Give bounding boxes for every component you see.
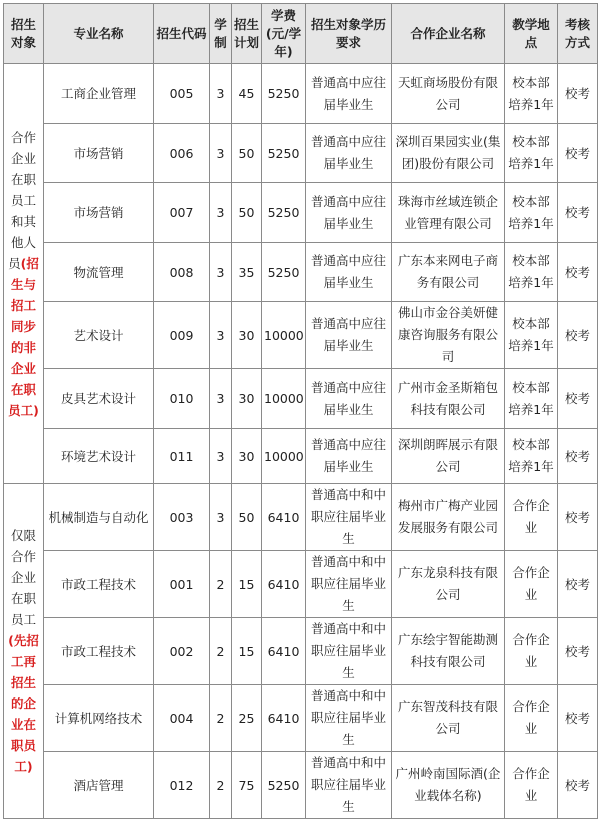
cell-fee: 5250 xyxy=(262,752,306,819)
cell-code: 012 xyxy=(154,752,210,819)
group-cell xyxy=(4,64,44,484)
cell-code: 011 xyxy=(154,429,210,484)
cell-partner: 广东绘宇智能勘测科技有限公司 xyxy=(392,618,505,685)
table-row xyxy=(4,183,598,243)
cell-exam: 校考 xyxy=(558,685,598,752)
cell-plan: 30 xyxy=(232,369,262,429)
cell-plan: 15 xyxy=(232,551,262,618)
cell-fee: 5250 xyxy=(262,243,306,302)
cell-code: 008 xyxy=(154,243,210,302)
cell-plan: 50 xyxy=(232,484,262,551)
cell-major: 市场营销 xyxy=(44,124,154,183)
cell-years: 2 xyxy=(210,551,232,618)
cell-req: 普通高中应往届毕业生 xyxy=(306,64,392,124)
cell-req: 普通高中应往届毕业生 xyxy=(306,124,392,183)
cell-exam: 校考 xyxy=(558,64,598,124)
cell-major: 市政工程技术 xyxy=(44,551,154,618)
cell-major: 皮具艺术设计 xyxy=(44,369,154,429)
cell-exam: 校考 xyxy=(558,124,598,183)
cell-code: 009 xyxy=(154,302,210,369)
table-row xyxy=(4,302,598,369)
table-row xyxy=(4,752,598,819)
cell-req: 普通高中和中职应往届毕业生 xyxy=(306,551,392,618)
cell-code: 003 xyxy=(154,484,210,551)
header-years: 学制 xyxy=(210,4,232,64)
cell-location: 合作企业 xyxy=(505,618,558,685)
cell-plan: 45 xyxy=(232,64,262,124)
enrollment-table xyxy=(3,3,598,819)
header-location: 教学地点 xyxy=(505,4,558,64)
cell-fee: 5250 xyxy=(262,64,306,124)
cell-exam: 校考 xyxy=(558,484,598,551)
cell-plan: 30 xyxy=(232,302,262,369)
cell-major: 机械制造与自动化 xyxy=(44,484,154,551)
cell-partner: 广东本来网电子商务有限公司 xyxy=(392,243,505,302)
table-row xyxy=(4,685,598,752)
cell-fee: 5250 xyxy=(262,183,306,243)
cell-location: 合作企业 xyxy=(505,551,558,618)
header-code: 招生代码 xyxy=(154,4,210,64)
cell-years: 3 xyxy=(210,429,232,484)
cell-years: 2 xyxy=(210,685,232,752)
cell-fee: 10000 xyxy=(262,369,306,429)
header-row xyxy=(4,4,598,64)
cell-location: 校本部培养1年 xyxy=(505,183,558,243)
cell-code: 001 xyxy=(154,551,210,618)
cell-location: 校本部培养1年 xyxy=(505,124,558,183)
cell-location: 校本部培养1年 xyxy=(505,64,558,124)
cell-partner: 广州岭南国际酒(企业载体名称) xyxy=(392,752,505,819)
cell-exam: 校考 xyxy=(558,183,598,243)
cell-exam: 校考 xyxy=(558,302,598,369)
header-partner: 合作企业名称 xyxy=(392,4,505,64)
cell-partner: 深圳朗晖展示有限公司 xyxy=(392,429,505,484)
group-note: (招生与招工同步的非企业在职员工) xyxy=(8,255,39,418)
cell-plan: 50 xyxy=(232,124,262,183)
header-fee: 学费(元/学年) xyxy=(262,4,306,64)
group-label: 合作企业在职员工和其他人员 xyxy=(8,129,36,271)
cell-plan: 15 xyxy=(232,618,262,685)
cell-fee: 6410 xyxy=(262,685,306,752)
cell-fee: 6410 xyxy=(262,618,306,685)
cell-years: 3 xyxy=(210,369,232,429)
cell-exam: 校考 xyxy=(558,369,598,429)
cell-exam: 校考 xyxy=(558,752,598,819)
group-cell xyxy=(4,484,44,819)
cell-location: 校本部培养1年 xyxy=(505,302,558,369)
cell-location: 合作企业 xyxy=(505,752,558,819)
cell-req: 普通高中应往届毕业生 xyxy=(306,302,392,369)
cell-exam: 校考 xyxy=(558,429,598,484)
cell-partner: 广东智茂科技有限公司 xyxy=(392,685,505,752)
cell-partner: 佛山市金谷美妍健康咨询服务有限公司 xyxy=(392,302,505,369)
cell-years: 3 xyxy=(210,183,232,243)
cell-partner: 广东龙泉科技有限公司 xyxy=(392,551,505,618)
cell-req: 普通高中和中职应往届毕业生 xyxy=(306,618,392,685)
cell-location: 校本部培养1年 xyxy=(505,369,558,429)
cell-exam: 校考 xyxy=(558,243,598,302)
cell-req: 普通高中应往届毕业生 xyxy=(306,243,392,302)
cell-location: 合作企业 xyxy=(505,685,558,752)
cell-major: 环境艺术设计 xyxy=(44,429,154,484)
cell-location: 校本部培养1年 xyxy=(505,243,558,302)
header-plan: 招生计划 xyxy=(232,4,262,64)
cell-years: 2 xyxy=(210,752,232,819)
cell-req: 普通高中应往届毕业生 xyxy=(306,183,392,243)
table-row xyxy=(4,243,598,302)
cell-plan: 50 xyxy=(232,183,262,243)
cell-plan: 25 xyxy=(232,685,262,752)
cell-plan: 75 xyxy=(232,752,262,819)
cell-req: 普通高中和中职应往届毕业生 xyxy=(306,685,392,752)
group-note: (先招工再招生的企业在职员工) xyxy=(8,633,39,774)
table-row xyxy=(4,429,598,484)
cell-fee: 10000 xyxy=(262,429,306,484)
cell-code: 010 xyxy=(154,369,210,429)
cell-major: 计算机网络技术 xyxy=(44,685,154,752)
cell-major: 市政工程技术 xyxy=(44,618,154,685)
table-row xyxy=(4,369,598,429)
header-target: 招生对象 xyxy=(4,4,44,64)
header-req: 招生对象学历要求 xyxy=(306,4,392,64)
cell-partner: 珠海市丝域连锁企业管理有限公司 xyxy=(392,183,505,243)
cell-exam: 校考 xyxy=(558,618,598,685)
cell-req: 普通高中应往届毕业生 xyxy=(306,429,392,484)
cell-code: 005 xyxy=(154,64,210,124)
cell-partner: 深圳百果园实业(集团)股份有限公司 xyxy=(392,124,505,183)
cell-location: 合作企业 xyxy=(505,484,558,551)
cell-fee: 6410 xyxy=(262,551,306,618)
cell-major: 工商企业管理 xyxy=(44,64,154,124)
group-label: 仅限合作企业在职员工 xyxy=(10,528,36,627)
cell-years: 3 xyxy=(210,243,232,302)
cell-req: 普通高中和中职应往届毕业生 xyxy=(306,752,392,819)
cell-partner: 天虹商场股份有限公司 xyxy=(392,64,505,124)
cell-code: 007 xyxy=(154,183,210,243)
table-row xyxy=(4,551,598,618)
cell-location: 校本部培养1年 xyxy=(505,429,558,484)
table-row xyxy=(4,64,598,124)
cell-exam: 校考 xyxy=(558,551,598,618)
table-row xyxy=(4,484,598,551)
header-major: 专业名称 xyxy=(44,4,154,64)
table-body xyxy=(4,64,598,819)
cell-years: 3 xyxy=(210,484,232,551)
cell-fee: 10000 xyxy=(262,302,306,369)
cell-req: 普通高中和中职应往届毕业生 xyxy=(306,484,392,551)
cell-years: 3 xyxy=(210,302,232,369)
cell-years: 3 xyxy=(210,124,232,183)
cell-plan: 30 xyxy=(232,429,262,484)
cell-code: 006 xyxy=(154,124,210,183)
header-exam: 考核方式 xyxy=(558,4,598,64)
cell-major: 物流管理 xyxy=(44,243,154,302)
cell-partner: 梅州市广梅产业园发展服务有限公司 xyxy=(392,484,505,551)
table-row xyxy=(4,618,598,685)
cell-years: 3 xyxy=(210,64,232,124)
cell-major: 市场营销 xyxy=(44,183,154,243)
cell-code: 004 xyxy=(154,685,210,752)
cell-fee: 5250 xyxy=(262,124,306,183)
cell-fee: 6410 xyxy=(262,484,306,551)
cell-years: 2 xyxy=(210,618,232,685)
cell-partner: 广州市金圣斯箱包科技有限公司 xyxy=(392,369,505,429)
cell-major: 酒店管理 xyxy=(44,752,154,819)
cell-plan: 35 xyxy=(232,243,262,302)
cell-code: 002 xyxy=(154,618,210,685)
cell-major: 艺术设计 xyxy=(44,302,154,369)
table-row xyxy=(4,124,598,183)
cell-req: 普通高中应往届毕业生 xyxy=(306,369,392,429)
